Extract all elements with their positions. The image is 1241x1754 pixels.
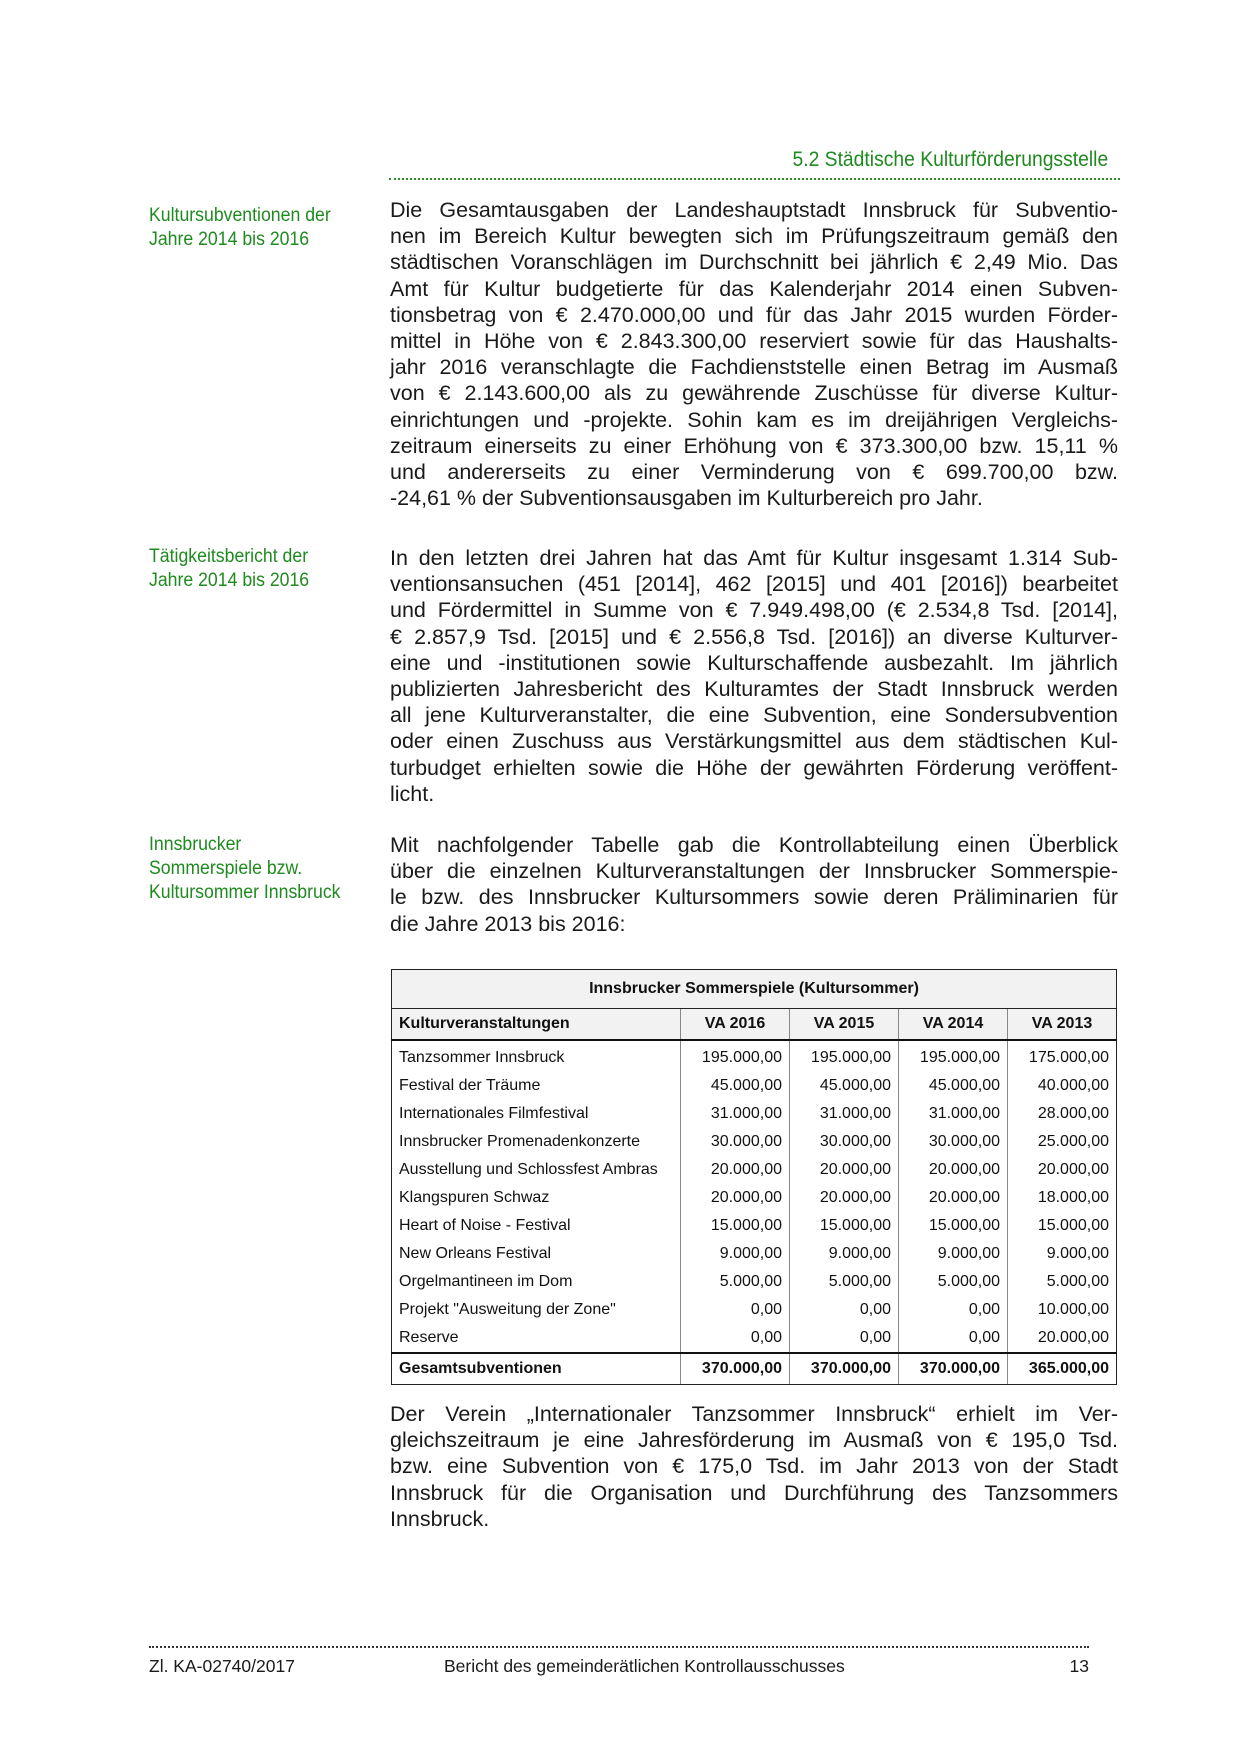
total-label: Gesamtsubventionen [392, 1353, 681, 1385]
header-dotted-rule [389, 178, 1120, 180]
amount-cell: 31.000,00 [681, 1100, 790, 1128]
text-line: gleichszeitraum je eine Jahresförderung im Ausmaß von € 195,0 Tsd. [390, 1428, 1118, 1453]
amount-cell: 195.000,00 [790, 1040, 899, 1072]
event-name: Reserve [392, 1324, 681, 1353]
text-line: einrichtungen und -projekte. Sohin kam es im dreijährigen Vergleichs- [390, 407, 1118, 432]
amount-cell: 0,00 [899, 1296, 1008, 1324]
total-amount: 370.000,00 [790, 1353, 899, 1385]
footer-reference: Zl. KA-02740/2017 [149, 1656, 295, 1676]
margin-note-sommerspiele [149, 833, 372, 905]
margin-note-line: Jahre 2014 bis 2016 [149, 570, 310, 591]
table-row [392, 1072, 1117, 1100]
section-heading: 5.2 Städtische Kulturförderungsstelle [792, 148, 1108, 171]
budget-table-container [391, 969, 1117, 1385]
amount-cell: 15.000,00 [790, 1212, 899, 1240]
amount-cell: 20.000,00 [790, 1156, 899, 1184]
text-line: tionsbetrag von € 2.470.000,00 und für das Jahr 2015 wurden Förder- [390, 302, 1118, 327]
text-line: licht. [390, 781, 435, 806]
amount-cell: 9.000,00 [790, 1240, 899, 1268]
page-number: 13 [1069, 1656, 1089, 1676]
event-name: Ausstellung und Schlossfest Ambras [392, 1156, 681, 1184]
text-line: ventionsansuchen (451 [2014], 462 [2015] und 401 [2016]) bearbeitet [390, 572, 1118, 597]
text-line: -24,61 % der Subventionsausgaben im Kulturbereich pro Jahr. [390, 486, 983, 511]
footer-report-title: Bericht des gemeinderätlichen Kontrollausschusses [444, 1656, 845, 1676]
table-row [392, 1212, 1117, 1240]
text-line: und andererseits zu einer Verminderung von € 699.700,00 bzw. [390, 460, 1118, 485]
table-row [392, 1296, 1117, 1324]
amount-cell: 18.000,00 [1008, 1184, 1117, 1212]
table-row [392, 1184, 1117, 1212]
amount-cell: 195.000,00 [899, 1040, 1008, 1072]
column-header: Kulturveranstaltungen [392, 1009, 681, 1041]
text-line: € 2.857,9 Tsd. [2015] und € 2.556,8 Tsd. [2016]) an diverse Kulturver- [390, 624, 1118, 649]
text-line: Der Verein „Internationaler Tanzsommer Innsbruck“ erhielt im Ver- [390, 1402, 1118, 1426]
amount-cell: 20.000,00 [681, 1184, 790, 1212]
event-name: Tanzsommer Innsbruck [392, 1040, 681, 1072]
amount-cell: 20.000,00 [1008, 1156, 1117, 1184]
margin-note-taetigkeitsbericht [149, 545, 372, 593]
amount-cell: 31.000,00 [899, 1100, 1008, 1128]
margin-note-line: Tätigkeitsbericht der [149, 546, 309, 567]
text-line: nen im Bereich Kultur bewegten sich im Prüfungszeitraum gemäß den [390, 224, 1118, 249]
amount-cell: 15.000,00 [899, 1212, 1008, 1240]
amount-cell: 45.000,00 [681, 1072, 790, 1100]
paragraph-taetigkeitsbericht [390, 545, 1118, 807]
table-total-row [392, 1353, 1117, 1385]
margin-note-line: Sommerspiele bzw. [149, 858, 303, 879]
amount-cell: 195.000,00 [681, 1040, 790, 1072]
column-header: VA 2016 [681, 1009, 790, 1041]
margin-note-line: Kultursommer Innsbruck [149, 882, 341, 903]
text-line: und Fördermittel in Summe von € 7.949.498,00 (€ 2.534,8 Tsd. [2014], [390, 598, 1118, 623]
amount-cell: 28.000,00 [1008, 1100, 1117, 1128]
table-row [392, 1268, 1117, 1296]
event-name: Innsbrucker Promenadenkonzerte [392, 1128, 681, 1156]
amount-cell: 30.000,00 [899, 1128, 1008, 1156]
text-line: zeitraum einerseits zu einer Erhöhung von € 373.300,00 bzw. 15,11 % [390, 433, 1118, 458]
event-name: Festival der Träume [392, 1072, 681, 1100]
table-row [392, 1324, 1117, 1353]
footer-dotted-rule [149, 1646, 1089, 1648]
text-line: Amt für Kultur budgetierte für das Kalenderjahr 2014 einen Subven- [390, 276, 1118, 301]
amount-cell: 0,00 [899, 1324, 1008, 1353]
table-row [392, 1040, 1117, 1072]
amount-cell: 40.000,00 [1008, 1072, 1117, 1100]
amount-cell: 9.000,00 [1008, 1240, 1117, 1268]
text-line: eine und -institutionen sowie Kulturschaffende ausbezahlt. Im jährlich [390, 650, 1118, 675]
amount-cell: 25.000,00 [1008, 1128, 1117, 1156]
amount-cell: 0,00 [681, 1296, 790, 1324]
margin-note-line: Jahre 2014 bis 2016 [149, 229, 310, 250]
paragraph-tanzsommer [390, 1401, 1118, 1532]
amount-cell: 0,00 [681, 1324, 790, 1353]
amount-cell: 45.000,00 [790, 1072, 899, 1100]
column-header: VA 2015 [790, 1009, 899, 1041]
amount-cell: 0,00 [790, 1324, 899, 1353]
amount-cell: 20.000,00 [790, 1184, 899, 1212]
text-line: mittel in Höhe von € 2.843.300,00 reserviert sowie für das Haushalts- [390, 329, 1118, 354]
table-row [392, 1100, 1117, 1128]
paragraph-sommerspiele-intro [390, 832, 1118, 937]
amount-cell: 31.000,00 [790, 1100, 899, 1128]
text-line: Die Gesamtausgaben der Landeshauptstadt Innsbruck für Subventio- [390, 198, 1118, 222]
total-amount: 370.000,00 [899, 1353, 1008, 1385]
amount-cell: 15.000,00 [681, 1212, 790, 1240]
text-line: Innsbruck. [390, 1506, 490, 1531]
amount-cell: 30.000,00 [790, 1128, 899, 1156]
sommerspiele-budget-table [391, 969, 1117, 1385]
amount-cell: 5.000,00 [899, 1268, 1008, 1296]
text-line: bzw. eine Subvention von € 175,0 Tsd. im Jahr 2013 von der Stadt [390, 1454, 1118, 1479]
amount-cell: 5.000,00 [681, 1268, 790, 1296]
text-line: oder einen Zuschuss aus Verstärkungsmittel aus dem städtischen Kul- [390, 729, 1118, 754]
text-line: Mit nachfolgender Tabelle gab die Kontrollabteilung einen Überblick [390, 833, 1118, 857]
text-line: Innsbruck für die Organisation und Durchführung des Tanzsommers [390, 1480, 1118, 1505]
amount-cell: 5.000,00 [1008, 1268, 1117, 1296]
amount-cell: 20.000,00 [899, 1156, 1008, 1184]
table-title-row [392, 970, 1117, 1009]
amount-cell: 20.000,00 [1008, 1324, 1117, 1353]
amount-cell: 9.000,00 [899, 1240, 1008, 1268]
text-line: städtischen Voranschlägen im Durchschnitt bei jährlich € 2,49 Mio. Das [390, 250, 1118, 275]
amount-cell: 30.000,00 [681, 1128, 790, 1156]
event-name: Heart of Noise - Festival [392, 1212, 681, 1240]
text-line: turbudget erhielten sowie die Höhe der gewährten Förderung veröffent- [390, 755, 1118, 780]
text-line: all jene Kulturveranstalter, die eine Subvention, eine Sondersubvention [390, 703, 1118, 728]
text-line: über die einzelnen Kulturveranstaltungen der Innsbrucker Sommerspie- [390, 859, 1118, 884]
amount-cell: 0,00 [790, 1296, 899, 1324]
table-row [392, 1240, 1117, 1268]
total-amount: 365.000,00 [1008, 1353, 1117, 1385]
event-name: Klangspuren Schwaz [392, 1184, 681, 1212]
text-line: von € 2.143.600,00 als zu gewährende Zuschüsse für diverse Kultur- [390, 381, 1118, 406]
text-line: le bzw. des Innsbrucker Kultursommers sowie deren Präliminarien für [390, 885, 1118, 910]
table-row [392, 1156, 1117, 1184]
column-header: VA 2014 [899, 1009, 1008, 1041]
amount-cell: 20.000,00 [899, 1184, 1008, 1212]
event-name: Projekt "Ausweitung der Zone" [392, 1296, 681, 1324]
amount-cell: 5.000,00 [790, 1268, 899, 1296]
paragraph-kultursubventionen [390, 197, 1118, 511]
text-line: die Jahre 2013 bis 2016: [390, 911, 626, 936]
amount-cell: 175.000,00 [1008, 1040, 1117, 1072]
amount-cell: 9.000,00 [681, 1240, 790, 1268]
total-amount: 370.000,00 [681, 1353, 790, 1385]
amount-cell: 10.000,00 [1008, 1296, 1117, 1324]
margin-note-line: Kultursubventionen der [149, 205, 331, 226]
table-header-row [392, 1009, 1117, 1041]
table-row [392, 1128, 1117, 1156]
event-name: Internationales Filmfestival [392, 1100, 681, 1128]
text-line: In den letzten drei Jahren hat das Amt für Kultur insgesamt 1.314 Sub- [390, 546, 1118, 570]
amount-cell: 20.000,00 [681, 1156, 790, 1184]
event-name: New Orleans Festival [392, 1240, 681, 1268]
column-header: VA 2013 [1008, 1009, 1117, 1041]
amount-cell: 15.000,00 [1008, 1212, 1117, 1240]
text-line: jahr 2016 veranschlagte die Fachdienststelle einen Betrag im Ausmaß [390, 355, 1118, 380]
event-name: Orgelmantineen im Dom [392, 1268, 681, 1296]
amount-cell: 45.000,00 [899, 1072, 1008, 1100]
margin-note-kultursubventionen [149, 204, 372, 252]
text-line: publizierten Jahresbericht des Kulturamtes der Stadt Innsbruck werden [390, 677, 1118, 702]
margin-note-line: Innsbrucker [149, 834, 242, 855]
table-title: Innsbrucker Sommerspiele (Kultursommer) [392, 970, 1117, 1009]
